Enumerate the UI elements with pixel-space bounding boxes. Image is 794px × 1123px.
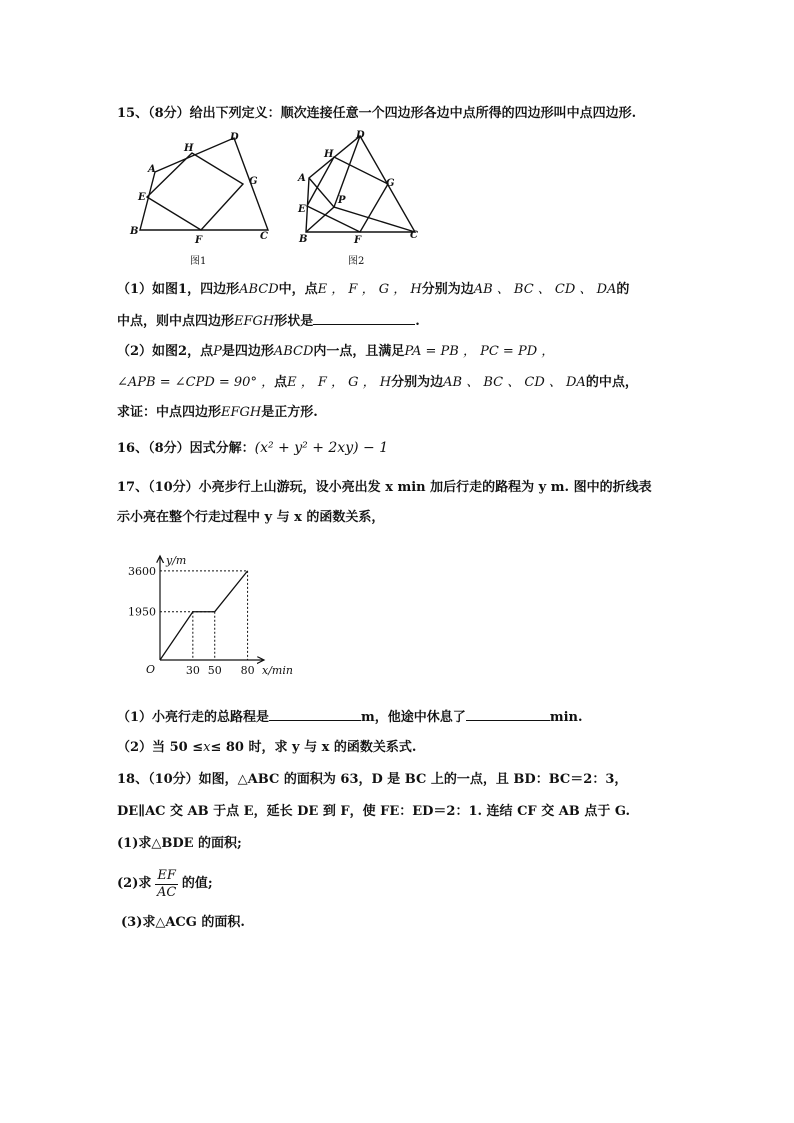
fig2-label-c: C (410, 230, 418, 241)
fig2-label-e: E (298, 204, 306, 215)
x-tick-label: 50 (207, 664, 222, 677)
answer-blank-rest[interactable] (466, 706, 550, 721)
fig1-label-c: C (260, 231, 268, 242)
q15-figure-1 (122, 128, 282, 268)
q18-line1: 18、（10分）如图，△ABC 的面积为 63，D 是 BC 上的一点，且 BD：BC＝2：3， (117, 772, 628, 787)
q16-line: 16、（8分）因式分解：(x² + y² + 2xy) − 1 (117, 440, 389, 456)
fig1-label-f: F (195, 235, 203, 246)
q17-part1: （1）小亮行走的总路程是 m，他途中休息了 min. (117, 706, 582, 728)
q15-part2-line3: 求证：中点四边形EFGH是正方形. (117, 405, 318, 420)
fig1-caption: 图1 (190, 256, 207, 267)
q15-figure-2 (290, 128, 430, 268)
q15-part2-line1: （2）如图2，点P是四边形ABCD内一点，且满足PA = PB ， PC = PD ， (117, 344, 555, 359)
fig1-label-b: B (130, 226, 139, 237)
fig1-label-h: H (184, 143, 194, 154)
fig2-label-p: P (338, 195, 346, 206)
fig2-label-g: G (386, 178, 395, 189)
fig1-label-g: G (249, 176, 258, 187)
q17-graph (122, 552, 312, 682)
fig1-label-d: D (230, 132, 239, 143)
fig1-label-a: A (148, 164, 156, 175)
x-tick-label: 80 (240, 664, 255, 677)
answer-blank-distance[interactable] (269, 706, 361, 721)
fig2-label-f: F (354, 235, 362, 246)
answer-blank-shape[interactable] (313, 310, 415, 325)
q17-line2: 示小亮在整个行走过程中 y 与 x 的函数关系， (117, 510, 385, 525)
q18-part3: (3)求△ACG 的面积. (121, 915, 245, 930)
fig2-label-b: B (299, 234, 308, 245)
q18-part2: (2)求 $\frac{EF}{AC}$ 的值; (117, 867, 213, 900)
series-line (160, 571, 248, 660)
fig2-caption: 图2 (348, 256, 365, 267)
q15-heading: 15、（8分）给出下列定义：顺次连接任意一个四边形各边中点所得的四边形叫中点四边形. (117, 106, 637, 121)
fraction-ef-ac: $\frac{EF}{AC}$ (156, 867, 177, 900)
q17-line1: 17、（10分）小亮步行上山游玩，设小亮出发 x min 加后行走的路程为 y m. 图中的折线表 (117, 480, 652, 495)
q15-part1-line2: 中点，则中点四边形EFGH形状是 . (117, 310, 420, 332)
fig2-label-d: D (356, 130, 365, 141)
y-tick-label: 1950 (128, 605, 156, 619)
x-axis-label: x/min (262, 664, 293, 677)
y-axis-label: y/m (166, 554, 187, 567)
fig2-label-h: H (324, 149, 334, 160)
x-tick-label: 30 (185, 664, 200, 677)
q17-part2: （2）当 50 ≤x≤ 80 时，求 y 与 x 的函数关系式. (117, 740, 417, 755)
q18-part1: (1)求△BDE 的面积; (117, 836, 242, 851)
origin-label: O (146, 663, 156, 676)
fig2-label-a: A (298, 173, 306, 184)
q15-part1-line1: （1）如图1，四边形ABCD中，点E ， F ， G ， H分别为边AB 、 BC 、 CD 、 DA的 (117, 282, 630, 297)
y-tick-label: 3600 (128, 564, 156, 578)
q18-line2: DE∥AC 交 AB 于点 E，延长 DE 到 F，使 FE：ED＝2：1. 连结 CF 交 AB 点于 G. (117, 804, 631, 819)
q15-part2-line2: ∠APB = ∠CPD = 90° ，点E ， F ， G ， H分别为边AB 、 BC 、 CD 、 DA的中点， (117, 375, 638, 390)
fig1-label-e: E (138, 192, 146, 203)
